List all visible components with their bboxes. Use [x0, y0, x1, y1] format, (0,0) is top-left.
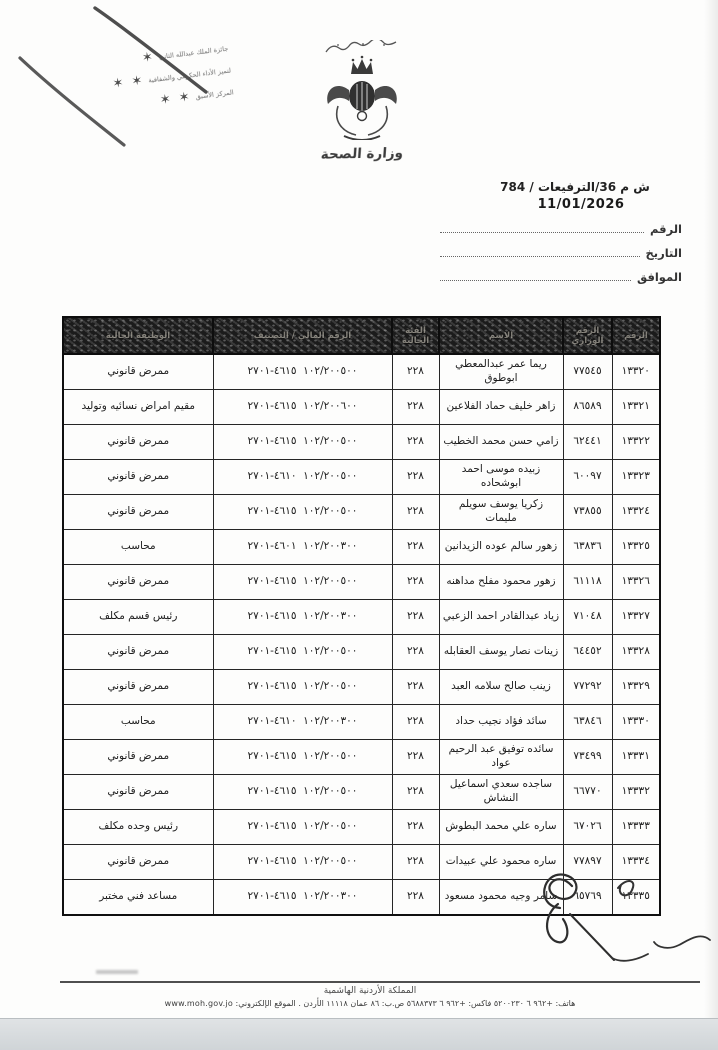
cell-name: زاهر خليف حماد الفلاعين — [439, 390, 563, 425]
cell-code: ١٠٢/٢٠٠٦٠٠ ٤٦١٥-٢٧٠١ — [213, 390, 392, 425]
cell-ministry_no: ٦٣٨٤٦ — [563, 705, 612, 740]
star-icon: ✶ — [141, 49, 156, 67]
cell-ministry_no: ٦١١١٨ — [563, 565, 612, 600]
cell-code: ١٠٢/٢٠٠٥٠٠ ٤٦١٥-٢٧٠١ — [213, 670, 392, 705]
cell-category: ٢٢٨ — [392, 530, 439, 565]
footer-divider — [60, 981, 700, 983]
cell-ministry_no: ٦٦٧٧٠ — [563, 775, 612, 810]
cell-category: ٢٢٨ — [392, 390, 439, 425]
cell-name: زهور سالم عوده الزيدانين — [439, 530, 563, 565]
cell-ministry_no: ٦٤٤٥٢ — [563, 635, 612, 670]
table-row — [63, 705, 660, 740]
cell-name: زامي حسن محمد الخطيب — [439, 425, 563, 460]
cell-job: ممرض قانوني — [63, 775, 213, 810]
cell-category: ٢٢٨ — [392, 670, 439, 705]
stamp-text: المركز الأسبق — [195, 87, 235, 101]
cell-code: ١٠٢/٢٠٠٥٠٠ ٤٦١٥-٢٧٠١ — [213, 810, 392, 845]
table-row — [63, 530, 660, 565]
cell-job: محاسب — [63, 530, 213, 565]
cell-code: ١٠٢/٢٠٠٥٠٠ ٤٦١٥-٢٧٠١ — [213, 425, 392, 460]
cell-ministry_no: ٨٦٥٨٩ — [563, 390, 612, 425]
cell-name: سامر وجيه محمود مسعود — [439, 880, 563, 916]
cell-serial: ١٣٣٢٣ — [612, 460, 660, 495]
cell-job: ممرض قانوني — [63, 635, 213, 670]
table-row — [63, 775, 660, 810]
cell-name: زكريا يوسف سويلم مليمات — [439, 495, 563, 530]
cell-code: ١٠٢/٢٠٠٥٠٠ ٤٦١٥-٢٧٠١ — [213, 354, 392, 390]
cell-category: ٢٢٨ — [392, 705, 439, 740]
cell-category: ٢٢٨ — [392, 600, 439, 635]
cell-code: ١٠٢/٢٠٠٥٠٠ ٤٦١٥-٢٧٠١ — [213, 740, 392, 775]
cell-category: ٢٢٨ — [392, 880, 439, 916]
cell-serial: ١٣٣٣٤ — [612, 845, 660, 880]
cell-job: رئيس وحده مكلف — [63, 810, 213, 845]
cell-name: زينات نصار يوسف العقابله — [439, 635, 563, 670]
cell-job: ممرض قانوني — [63, 354, 213, 390]
cell-category: ٢٢٨ — [392, 495, 439, 530]
cell-category: ٢٢٨ — [392, 460, 439, 495]
cell-code: ١٠٢/٢٠٠٥٠٠ ٤٦١٥-٢٧٠١ — [213, 845, 392, 880]
scan-edge-shadow — [704, 0, 718, 1020]
cell-code: ١٠٢/٢٠٠٥٠٠ ٤٦١٥-٢٧٠١ — [213, 635, 392, 670]
field-agree-label: الموافق — [636, 270, 682, 284]
cell-code: ١٠٢/٢٠٠٥٠٠ ٤٦١٠-٢٧٠١ — [213, 460, 392, 495]
table-row — [63, 460, 660, 495]
coat-of-arms-icon — [316, 40, 408, 140]
cell-category: ٢٢٨ — [392, 354, 439, 390]
table-row — [63, 425, 660, 460]
cell-category: ٢٢٨ — [392, 425, 439, 460]
cell-code: ١٠٢/٢٠٠٣٠٠ ٤٦٠١-٢٧٠١ — [213, 530, 392, 565]
cell-job: مقيم امراض نسائيه وتوليد — [63, 390, 213, 425]
cell-ministry_no: ٧٣٤٩٩ — [563, 740, 612, 775]
dotted-line — [440, 256, 640, 257]
jordan-coat-of-arms — [316, 40, 408, 162]
cell-ministry_no: ٧٣٨٥٥ — [563, 495, 612, 530]
header-job: الوظيفة الحالية — [63, 317, 213, 354]
cell-name: سائد فؤاد نجيب حداد — [439, 705, 563, 740]
table-row — [63, 565, 660, 600]
table-header-row — [63, 317, 660, 354]
table-row — [63, 635, 660, 670]
cell-category: ٢٢٨ — [392, 565, 439, 600]
cell-ministry_no: ٧٧٨٩٧ — [563, 845, 612, 880]
field-number-label: الرقم — [650, 222, 682, 236]
header-ministry-no: الرقم الوزاري — [563, 317, 612, 354]
cell-serial: ١٣٣٢٢ — [612, 425, 660, 460]
stamp-text: جائزة الملك عبدالله الثاني — [158, 44, 229, 61]
cell-job: ممرض قانوني — [63, 460, 213, 495]
dotted-line — [440, 232, 644, 233]
cell-serial: ١٣٣٣٢ — [612, 775, 660, 810]
cell-job: مساعد فني مختبر — [63, 880, 213, 916]
table-row — [63, 600, 660, 635]
scan-bottom-strip — [0, 1018, 718, 1050]
cell-code: ١٠٢/٢٠٠٥٠٠ ٤٦١٥-٢٧٠١ — [213, 495, 392, 530]
cell-serial: ١٣٣٢٥ — [612, 530, 660, 565]
star-icon: ✶ ✶ — [111, 73, 146, 92]
table-row — [63, 390, 660, 425]
cell-name: زينب صالح سلامه العبد — [439, 670, 563, 705]
footer-contact: هاتف: +٩٦٢ ٦ ٥٢٠٠٢٣٠ فاكس: +٩٦٢ ٦ ٥٦٨٨٣٧٣ ص.ب: ٨٦ عمان ١١١١٨ الأردن . الموقع الإلكتروني: www.moh.gov.jo — [164, 999, 576, 1008]
cell-job: ممرض قانوني — [63, 845, 213, 880]
cell-name: ريما عمر عبدالمعطي ابوطوق — [439, 354, 563, 390]
stamp-text: لتميز الأداء الحكومي والشفافية — [147, 65, 232, 85]
cell-category: ٢٢٨ — [392, 740, 439, 775]
table-row — [63, 354, 660, 390]
cell-category: ٢٢٨ — [392, 775, 439, 810]
cell-ministry_no: ٦٠٠٩٧ — [563, 460, 612, 495]
cell-ministry_no: ٦٣٨٣٦ — [563, 530, 612, 565]
cell-serial: ١٣٣٢١ — [612, 390, 660, 425]
table-header — [63, 317, 660, 354]
cell-serial: ١٣٣٢٧ — [612, 600, 660, 635]
header-serial: الرقم — [612, 317, 660, 354]
cell-category: ٢٢٨ — [392, 845, 439, 880]
table-body — [63, 354, 660, 915]
cell-ministry_no: ٧٧٢٩٢ — [563, 670, 612, 705]
cell-code: ١٠٢/٢٠٠٣٠٠ ٤٦١٠-٢٧٠١ — [213, 705, 392, 740]
award-stamp — [39, 41, 236, 130]
cell-serial: ١٣٣٣١ — [612, 740, 660, 775]
table-row — [63, 670, 660, 705]
cell-name: ساجده سعدي اسماعيل النشاش — [439, 775, 563, 810]
cell-serial: ١٣٣٣٠ — [612, 705, 660, 740]
field-date — [440, 236, 682, 260]
cell-serial: ١٣٣٣٣ — [612, 810, 660, 845]
footer-country: المملكة الأردنية الهاشمية — [323, 986, 417, 996]
ministry-title: وزارة الصحة — [320, 145, 404, 163]
cell-job: ممرض قانوني — [63, 425, 213, 460]
cell-ministry_no: ٦٥٧٦٩ — [563, 880, 612, 916]
cell-job: ممرض قانوني — [63, 565, 213, 600]
cell-ministry_no: ٧١٠٤٨ — [563, 600, 612, 635]
footer — [0, 986, 718, 1008]
header-category: الفئة الحالية — [392, 317, 439, 354]
cell-ministry_no: ٦٧٠٢٦ — [563, 810, 612, 845]
cell-name: سائده توفيق عبد الرحيم عواد — [439, 740, 563, 775]
cell-serial: ١٣٣٢٩ — [612, 670, 660, 705]
cell-ministry_no: ٦٢٤٤١ — [563, 425, 612, 460]
field-number — [440, 212, 682, 236]
field-agree — [440, 260, 682, 284]
field-date-label: التاريخ — [645, 246, 682, 260]
handwritten-signature — [500, 858, 718, 973]
table-row — [63, 740, 660, 775]
scan-smudge — [96, 970, 138, 974]
cell-serial: ١٣٣٢٤ — [612, 495, 660, 530]
table-row — [63, 810, 660, 845]
cell-name: ساره علي محمد البطوش — [439, 810, 563, 845]
header-name: الاسم — [439, 317, 563, 354]
cell-job: رئيس قسم مكلف — [63, 600, 213, 635]
promotions-table — [62, 316, 661, 916]
cell-serial: ١٣٣٣٥ — [612, 880, 660, 916]
cell-name: ساره محمود علي عبيدات — [439, 845, 563, 880]
cell-job: ممرض قانوني — [63, 670, 213, 705]
cell-code: ١٠٢/٢٠٠٥٠٠ ٤٦١٥-٢٧٠١ — [213, 775, 392, 810]
cell-code: ١٠٢/٢٠٠٣٠٠ ٤٦١٥-٢٧٠١ — [213, 880, 392, 916]
header-code: الرقم المالي / التصنيف — [213, 317, 392, 354]
cell-serial: ١٣٣٢٦ — [612, 565, 660, 600]
cell-name: زبيده موسى احمد ابوشحاده — [439, 460, 563, 495]
table-row — [63, 495, 660, 530]
cell-name: زهور محمود مفلح مداهنه — [439, 565, 563, 600]
star-icon: ✶ ✶ — [159, 89, 193, 109]
cell-ministry_no: ٧٧٥٤٥ — [563, 354, 612, 390]
cell-serial: ١٣٣٢٠ — [612, 354, 660, 390]
reference-block — [440, 180, 682, 284]
cell-job: ممرض قانوني — [63, 740, 213, 775]
reference-number-line: ش م 36/الترفيعات / 784 — [500, 180, 650, 194]
dotted-line — [440, 280, 631, 281]
cell-name: زياد عبدالقادر احمد الزعبي — [439, 600, 563, 635]
cell-code: ١٠٢/٢٠٠٥٠٠ ٤٦١٥-٢٧٠١ — [213, 565, 392, 600]
cell-category: ٢٢٨ — [392, 810, 439, 845]
cell-category: ٢٢٨ — [392, 635, 439, 670]
cell-job: محاسب — [63, 705, 213, 740]
reference-date: 11/01/2026 — [537, 197, 625, 212]
cell-job: ممرض قانوني — [63, 495, 213, 530]
cell-serial: ١٣٣٢٨ — [612, 635, 660, 670]
cell-code: ١٠٢/٢٠٠٣٠٠ ٤٦١٥-٢٧٠١ — [213, 600, 392, 635]
